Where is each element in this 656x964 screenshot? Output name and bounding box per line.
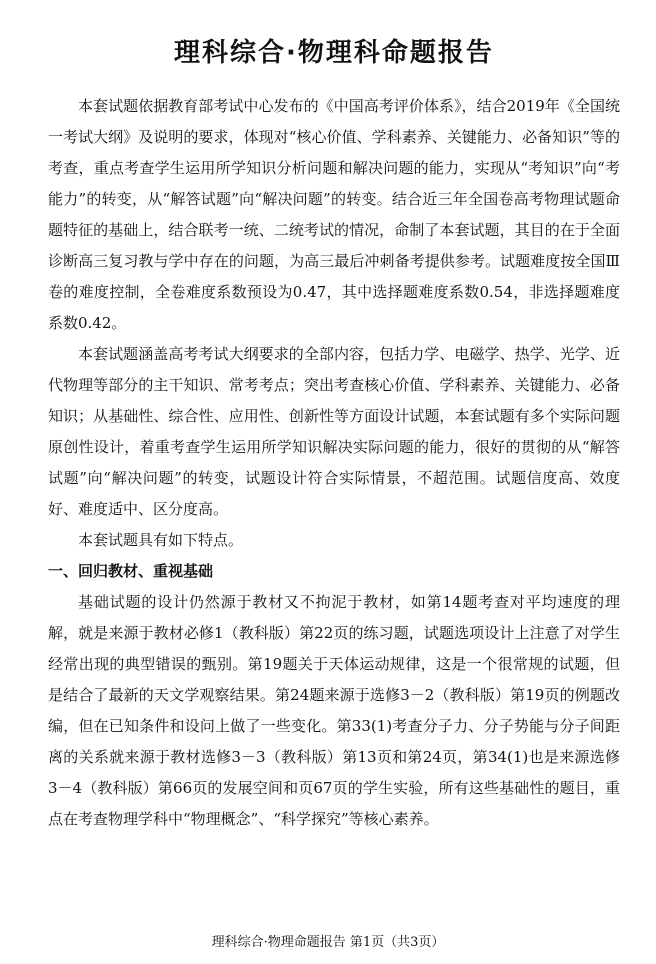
document-page [48,32,620,835]
document-title: 理科综合·物理科命题报告 [174,38,494,68]
section-heading: 一、回归教材、重视基础 [48,562,214,580]
paragraph-2: 本套试题涵盖高考考试大纲要求的全部内容，包括力学、电磁学、热学、光学、近代物理等部分的主干知识、常考考点；突出考查核心价值、学科素养、关键能力、必备知识；从基础性、综合性、应用性、创新性等方面设计试题，本套试题有多个实际问题原创性设计，着重考查学生运用所学知识解决实际问题的能力，很好的贯彻的从“解答试题”向“解决问题”的转变，试题设计符合实际情景，不超范围。试题信度高、效度好、难度适中、区分度高。 [48,345,620,518]
section-paragraph: 基础试题的设计仍然源于教材又不拘泥于教材，如第14题考查对平均速度的理解，就是来源于教材必修1（教科版）第22页的练习题，试题选项设计上注意了对学生经常出现的典型错误的甄别。第19题关于天体运动规律，这是一个很常规的试题，但是结合了最新的天文学观察结果。第24题来源于选修3－2（教科版）第19页的例题改编，但在已知条件和设问上做了一些变化。第33(1)考查分子力、分子势能与分子间距离的关系就来源于教材选修3－3（教科版）第13页和第24页，第34(1)也是来源选修3－4（教科版）第66页的发展空间和页67页的学生实验，所有这些基础性的题目，重点在考查物理学科中“物理概念”、“科学探究”等核心素养。 [48,593,620,828]
page-footer: 理科综合·物理命题报告 第1页（共3页） [211,935,445,950]
paragraph-3: 本套试题具有如下特点。 [78,531,244,549]
paragraph-1: 本套试题依据教育部考试中心发布的《中国高考评价体系》，结合2019年《全国统一考试大纲》及说明的要求，体现对“核心价值、学科素养、关键能力、必备知识”等的考查，重点考查学生运用所学知识分析问题和解决问题的能力，实现从“考知识”向“考能力”的转变，从“解答试题”向“解决问题”的转变。结合近三年全国卷高考物理试题命题特征的基础上，结合联考一统、二统考试的情况，命制了本套试题，其目的在于全面诊断高三复习教与学中存在的问题，为高三最后冲刺备考提供参考。试题难度按全国Ⅲ卷的难度控制，全卷难度系数预设为0.47，其中选择题难度系数0.54，非选择题难度系数0.42。 [48,97,620,332]
